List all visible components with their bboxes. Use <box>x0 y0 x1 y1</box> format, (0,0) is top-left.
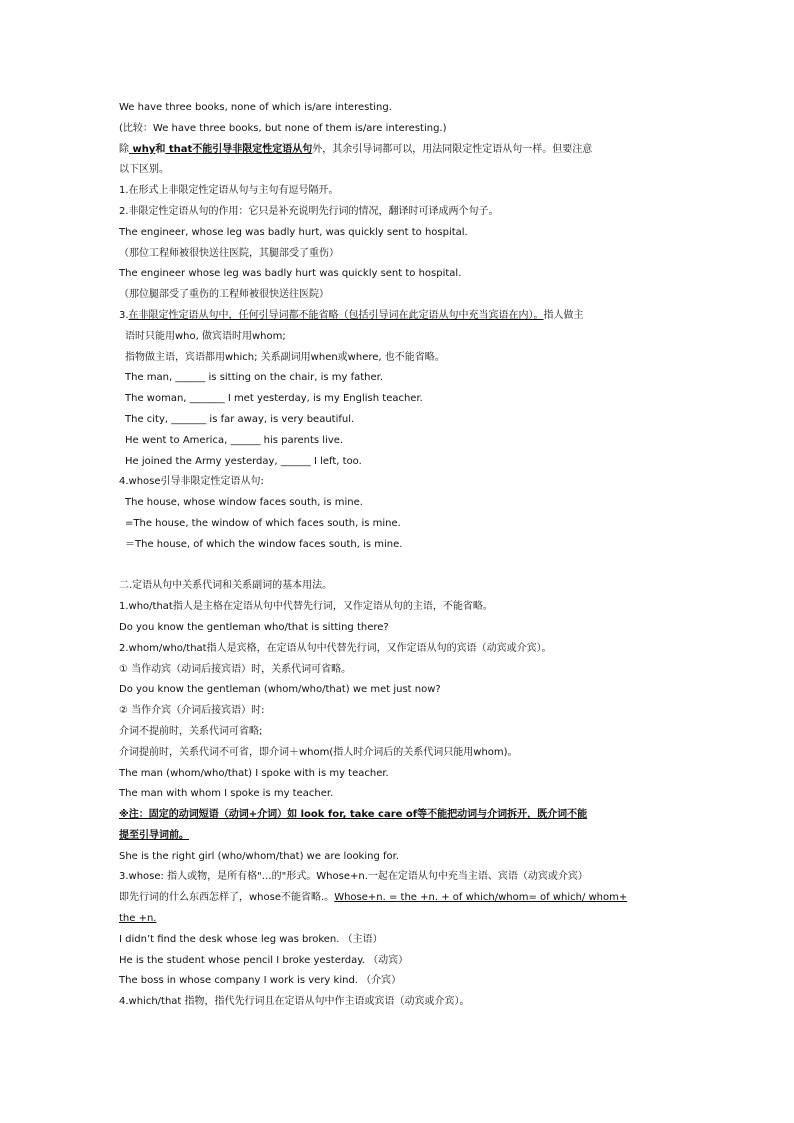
text-line: 2.whom/who/that指人是宾格，在定语从句中代替先行词，又作定语从句的宾语（动宾或介宾）。 <box>119 642 552 654</box>
example-sentence: I didn’t find the desk whose leg was broken. （主语） <box>119 933 383 945</box>
example-sentence: He is the student whose pencil I broke yesterday. （动宾） <box>119 954 409 966</box>
example-sentence: She is the right girl (who/whom/that) we are looking for. <box>119 850 399 862</box>
exercise-sentence: He went to America, ______ his parents live. <box>125 434 344 446</box>
example-sentence: =The house, the window of which faces south, is mine. <box>125 517 401 529</box>
text-line: 1.who/that指人是主格在定语从句中代替先行词，又作定语从句的主语，不能省略。 <box>119 601 493 613</box>
text-line <box>119 888 679 909</box>
text-run: 即先行词的什么东西怎样了，whose不能省略.。 <box>119 892 335 904</box>
text-run: 和 <box>155 143 166 155</box>
example-sentence: The boss in whose company I work is very kind. （介宾） <box>119 975 402 987</box>
text-line: 4.which/that 指物，指代先行词且在定语从句中作主语或宾语（动宾或介宾）。 <box>119 996 470 1008</box>
emphasis-rule: that不能引导非限定性定语从句 <box>165 143 313 155</box>
translation: （那位工程师被很快送往医院，其腿部受了重伤） <box>119 247 339 259</box>
example-sentence: The engineer, whose leg was badly hurt, was quickly sent to hospital. <box>119 226 468 238</box>
note-line: 提至引导词前。 <box>119 829 189 841</box>
example-sentence: Do you know the gentleman (whom/who/that) we met just now? <box>119 684 441 696</box>
text-run: 外，其余引导词都可以，用法同限定性定语从句一样。但要注意 <box>312 143 593 155</box>
text-run: 除 <box>119 143 129 155</box>
exercise-sentence: The woman, _______ I met yesterday, is my English teacher. <box>125 393 423 405</box>
emphasis-rule: 在非限定性定语从句中，任何引导词都不能省略（包括引导词在此定语从句中充当宾语在内）。 <box>128 309 544 321</box>
formula-continuation: the +n. <box>119 913 157 925</box>
text-line: 3.whose: 指人或物，是所有格"…的"形式。Whose+n.一起在定语从句中充当主语、宾语（动宾或介宾） <box>119 871 588 883</box>
rule-line <box>119 306 679 327</box>
example-sentence: ＝The house, of which the window faces south, is mine. <box>125 538 403 550</box>
text-line: 1.在形式上非限定性定语从句与主句有逗号隔开。 <box>119 185 339 197</box>
exercise-sentence: The man, ______ is sitting on the chair, is my father. <box>125 372 384 384</box>
note-line: ※注：固定的动词短语（动词+介词）如 look for, take care of等不能把动词与介词拆开，既介词不能 <box>119 809 588 821</box>
text-line: (比较：We have three books, but none of them is/are interesting.) <box>119 122 447 134</box>
text-line: 以下区别。 <box>119 164 169 176</box>
example-sentence: The engineer whose leg was badly hurt was quickly sent to hospital. <box>119 268 462 280</box>
text-line: 语时只能用who, 做宾语时用whom; <box>125 330 286 342</box>
text-line: 4.whose引导非限定性定语从句: <box>119 476 264 488</box>
text-line: ② 当作介宾（介词后接宾语）时: <box>119 705 265 717</box>
example-sentence: The man with whom I spoke is my teacher. <box>119 788 334 800</box>
exercise-sentence: The city, _______ is far away, is very beautiful. <box>125 413 355 425</box>
formula-text: Whose+n. = the +n. + of which/whom= of which/ whom+ <box>334 892 628 904</box>
exercise-sentence: He joined the Army yesterday, ______ I left, too. <box>125 455 362 467</box>
text-line: 2.非限定性定语从句的作用：它只是补充说明先行词的情况，翻译时可译成两个句子。 <box>119 205 499 217</box>
example-sentence: The man (whom/who/that) I spoke with is my teacher. <box>119 767 389 779</box>
text-line: 介词不提前时，关系代词可省略; <box>119 725 263 737</box>
text-line: ① 当作动宾（动词后接宾语）时，关系代词可省略。 <box>119 663 352 675</box>
document-page <box>119 98 679 1013</box>
text-run: 指人做主 <box>543 309 584 321</box>
text-line: We have three books, none of which is/are interesting. <box>119 102 392 113</box>
emphasis-why: why <box>129 143 156 155</box>
text-run: 3. <box>119 309 129 321</box>
translation: （那位腿部受了重伤的工程师被很快送往医院） <box>119 289 329 301</box>
example-sentence: The house, whose window faces south, is mine. <box>125 497 363 509</box>
rule-heading <box>119 140 679 161</box>
text-line: 介词提前时，关系代词不可省，即介词＋whom(指人时介词后的关系代词只能用whom)。 <box>119 746 518 758</box>
example-sentence: Do you know the gentleman who/that is sitting there? <box>119 621 389 633</box>
section-heading: 二.定语从句中关系代词和关系副词的基本用法。 <box>119 580 333 592</box>
blank-line <box>119 556 679 577</box>
text-line: 指物做主语，宾语都用which; 关系副词用when或where, 也不能省略。 <box>125 351 445 363</box>
